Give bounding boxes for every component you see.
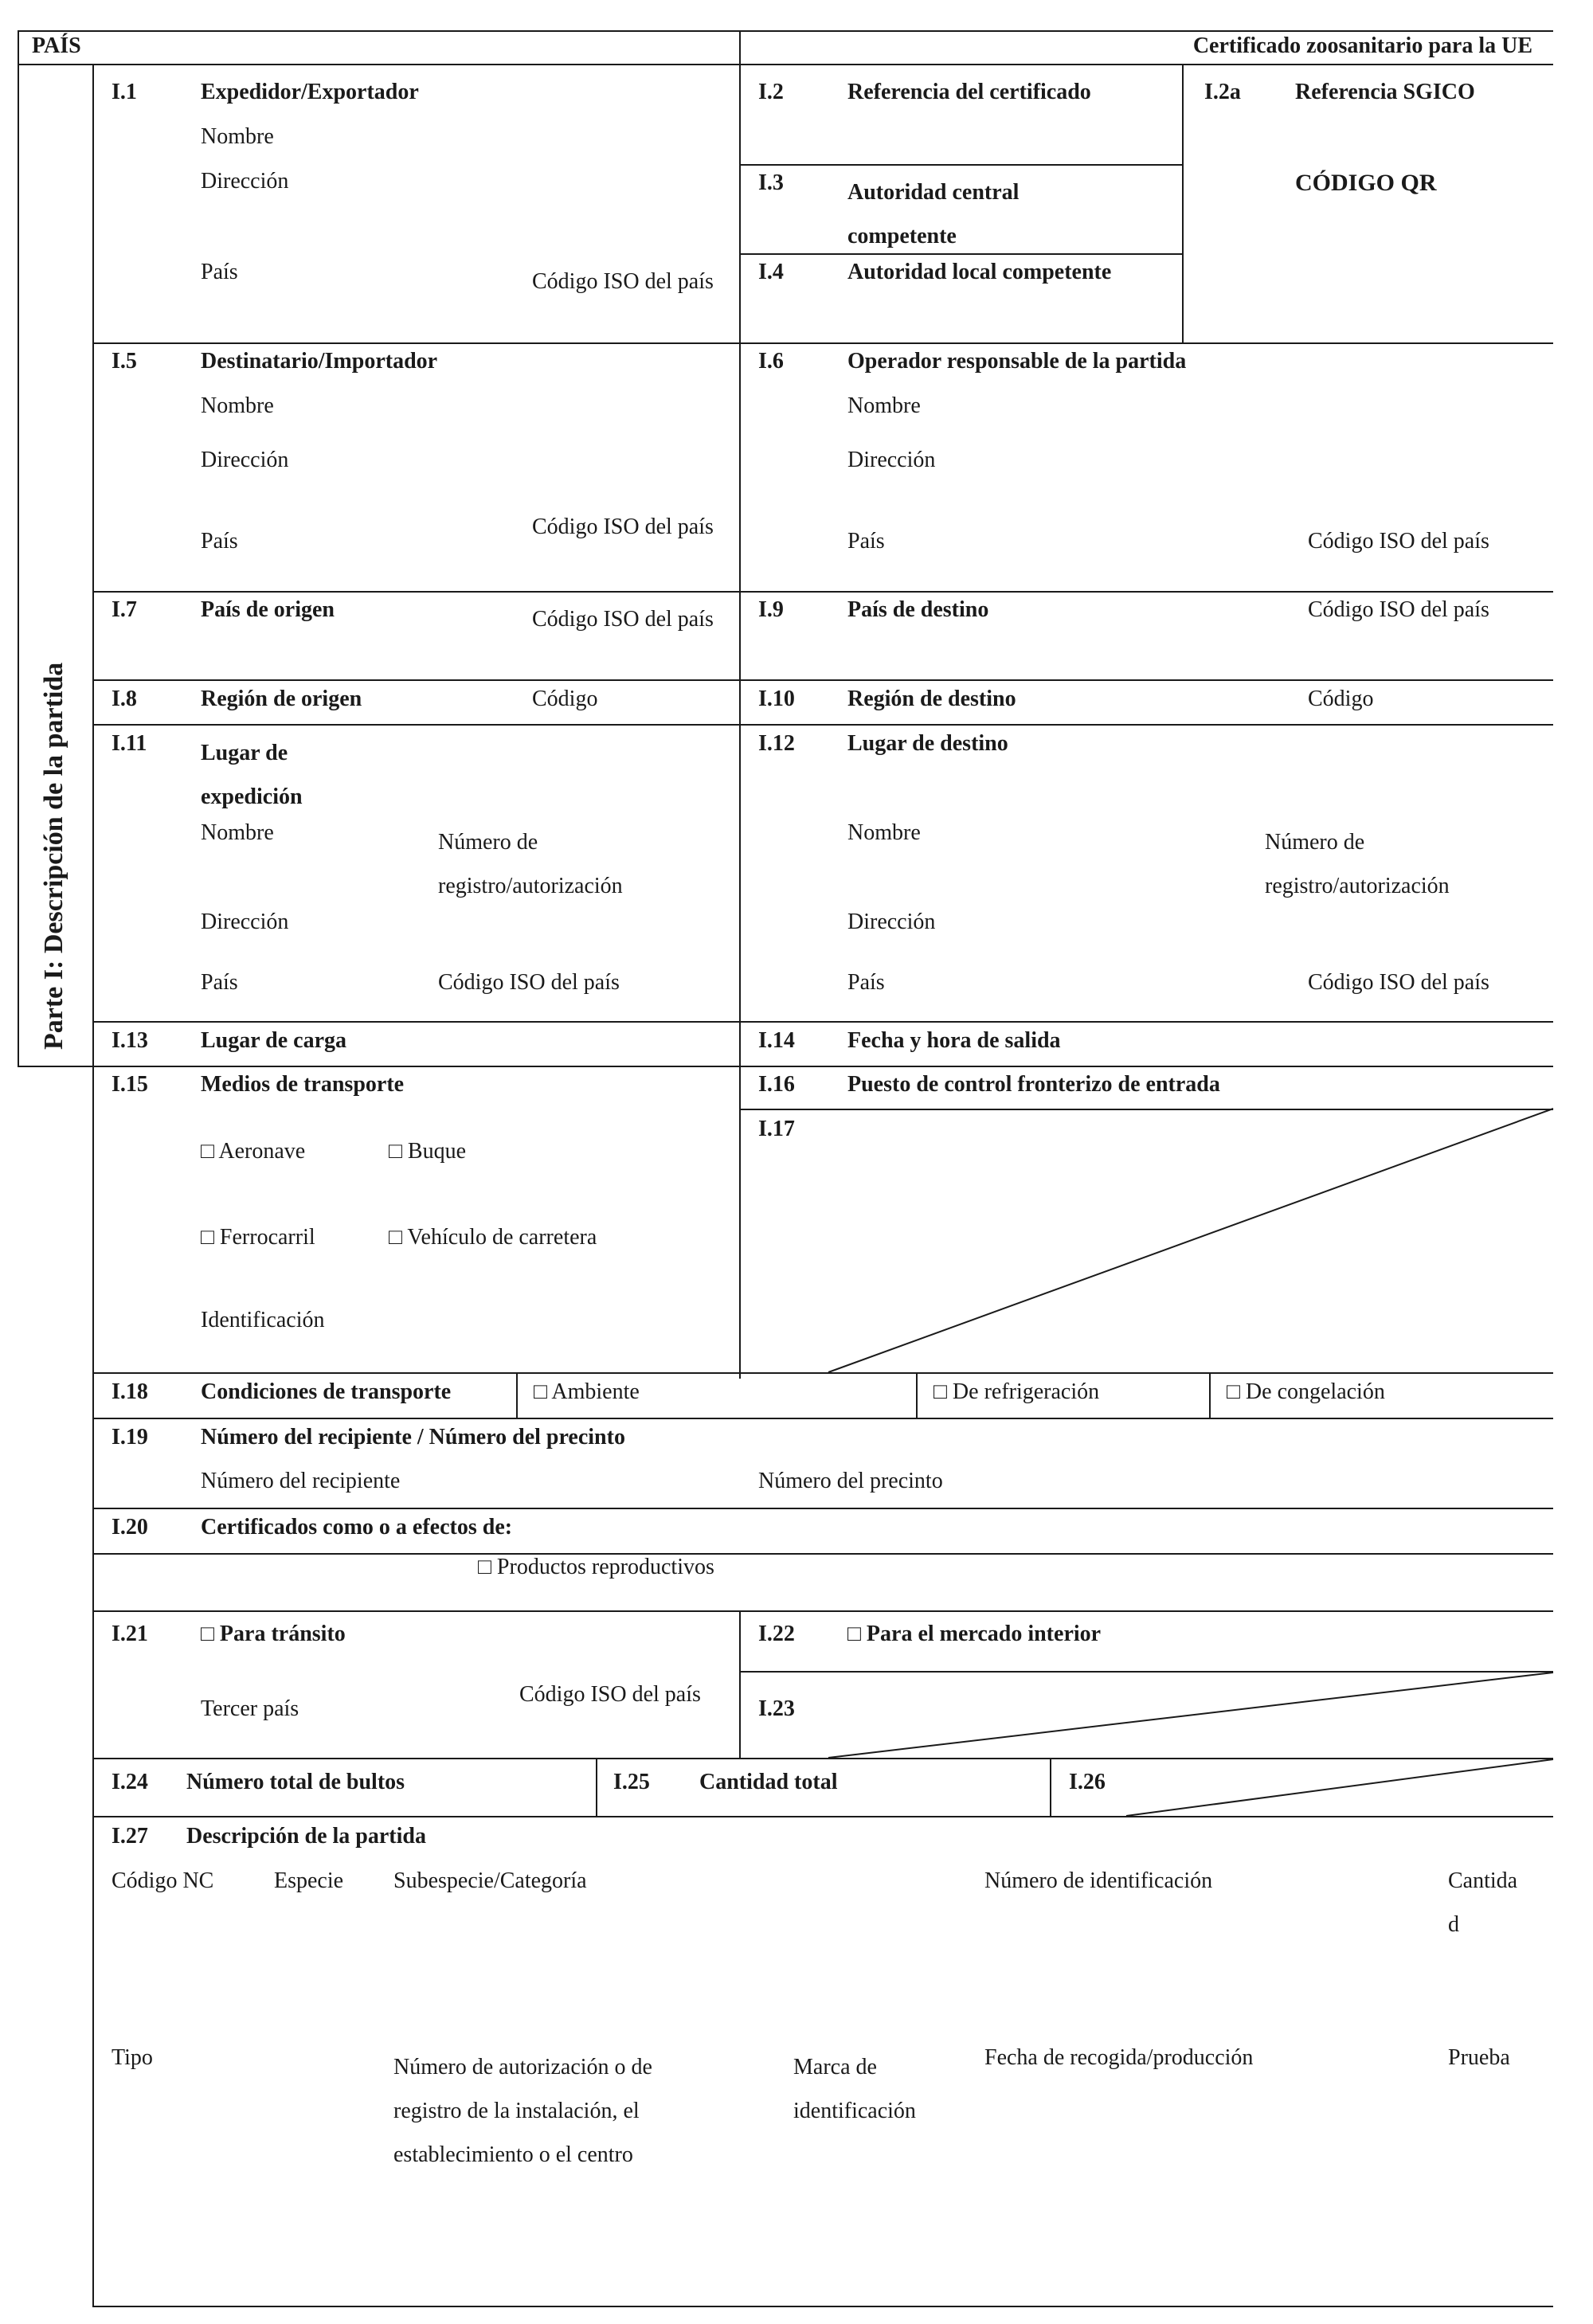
- ship-label: Buque: [407, 1139, 467, 1164]
- i24-number: I.24: [112, 1770, 148, 1794]
- checkbox-reproductive-products[interactable]: [478, 1555, 714, 1580]
- i19-title: Número del recipiente / Número del precinto: [201, 1425, 625, 1450]
- i1-number: I.1: [112, 80, 137, 104]
- i17-number: I.17: [758, 1117, 795, 1141]
- i11-number: I.11: [112, 731, 147, 756]
- i3-number: I.3: [758, 170, 784, 195]
- i10-title: Región de destino: [847, 687, 1016, 711]
- i22-number: I.22: [758, 1622, 795, 1646]
- i23-number: I.23: [758, 1696, 795, 1721]
- i7-iso-label: Código ISO del país: [532, 607, 714, 632]
- i8-title: Región de origen: [201, 687, 362, 711]
- checkbox-icon: □: [389, 1139, 402, 1164]
- i21-iso-label: Código ISO del país: [519, 1682, 701, 1707]
- i21-third-country-label: Tercer país: [201, 1696, 299, 1721]
- i20-title: Certificados como o a efectos de:: [201, 1515, 513, 1540]
- i27-number: I.27: [112, 1824, 148, 1849]
- i21-number: I.21: [112, 1622, 148, 1646]
- i19-container-label: Número del recipiente: [201, 1469, 401, 1493]
- checkbox-icon: □: [389, 1225, 402, 1250]
- i12-country-label: País: [847, 970, 885, 995]
- i11-name-label: Nombre: [201, 820, 274, 845]
- i19-number: I.19: [112, 1425, 148, 1450]
- rule: [739, 1109, 1553, 1110]
- frozen-label: De congelación: [1245, 1379, 1385, 1404]
- col-subspecies: Subespecie/Categoría: [393, 1868, 587, 1893]
- checkbox-ambient[interactable]: [534, 1379, 640, 1405]
- i11-iso-label: Código ISO del país: [438, 970, 620, 995]
- i6-number: I.6: [758, 349, 784, 374]
- i1-address-label: Dirección: [201, 169, 289, 194]
- checkbox-road[interactable]: [389, 1225, 597, 1250]
- i24-title: Número total de bultos: [186, 1770, 405, 1794]
- i25-number: I.25: [613, 1770, 650, 1794]
- i11-country-label: País: [201, 970, 238, 995]
- i3-title: Autoridad central competente: [847, 180, 1020, 248]
- i2a-title: Referencia SGICO: [1295, 80, 1475, 104]
- checkbox-icon: □: [534, 1379, 547, 1404]
- i7-number: I.7: [112, 597, 137, 622]
- i6-address-label: Dirección: [847, 448, 936, 472]
- checkbox-icon: □: [201, 1622, 214, 1646]
- col-quantity-line2: d: [1448, 1912, 1459, 1937]
- ambient-label: Ambiente: [551, 1379, 640, 1404]
- chilled-label: De refrigeración: [952, 1379, 1100, 1404]
- rail-label: Ferrocarril: [219, 1225, 315, 1250]
- checkbox-icon: □: [478, 1555, 491, 1579]
- i6-title: Operador responsable de la partida: [847, 349, 1187, 374]
- i12-name-label: Nombre: [847, 820, 921, 845]
- i5-name-label: Nombre: [201, 393, 274, 418]
- qr-code-placeholder: CÓDIGO QR: [1295, 170, 1437, 196]
- i9-title: País de destino: [847, 597, 989, 622]
- i5-number: I.5: [112, 349, 137, 374]
- i2-title: Referencia del certificado: [847, 80, 1091, 104]
- i12-title: Lugar de destino: [847, 731, 1008, 756]
- i15-number: I.15: [112, 1072, 148, 1097]
- i11-address-label: Dirección: [201, 910, 289, 934]
- i2a-number: I.2a: [1204, 80, 1241, 104]
- i13-title: Lugar de carga: [201, 1028, 347, 1053]
- i19-seal-label: Número del precinto: [758, 1469, 943, 1493]
- col-species: Especie: [274, 1868, 344, 1893]
- internal-market-label: Para el mercado interior: [866, 1622, 1102, 1646]
- col-identification-number: Número de identificación: [984, 1868, 1213, 1893]
- i2-number: I.2: [758, 80, 784, 104]
- i12-number: I.12: [758, 731, 795, 756]
- i15-title: Medios de transporte: [201, 1072, 405, 1097]
- i1-title: Expedidor/Exportador: [201, 80, 419, 104]
- col-cn-code: Código NC: [112, 1868, 214, 1893]
- reproductive-products-label: Productos reproductivos: [496, 1555, 714, 1579]
- i6-name-label: Nombre: [847, 393, 921, 418]
- i18-number: I.18: [112, 1379, 148, 1404]
- checkbox-internal-market[interactable]: [847, 1622, 1101, 1647]
- i9-number: I.9: [758, 597, 784, 622]
- i25-title: Cantidad total: [699, 1770, 838, 1794]
- country-header: PAÍS: [32, 33, 81, 58]
- checkbox-icon: □: [847, 1622, 861, 1646]
- i10-number: I.10: [758, 687, 795, 711]
- checkbox-icon: □: [933, 1379, 947, 1404]
- checkbox-rail[interactable]: [201, 1225, 315, 1250]
- i14-title: Fecha y hora de salida: [847, 1028, 1061, 1053]
- i27-title: Descripción de la partida: [186, 1824, 426, 1849]
- col-quantity-line1: Cantida: [1448, 1868, 1518, 1893]
- checkbox-icon: □: [1227, 1379, 1240, 1404]
- i7-title: País de origen: [201, 597, 335, 622]
- road-label: Vehículo de carretera: [407, 1225, 597, 1250]
- i18-title: Condiciones de transporte: [201, 1379, 452, 1404]
- checkbox-aircraft[interactable]: [201, 1139, 305, 1164]
- col-type: Tipo: [112, 2045, 153, 2070]
- i5-title: Destinatario/Importador: [201, 349, 438, 374]
- col-collection-date: Fecha de recogida/producción: [984, 2045, 1254, 2070]
- i26-number: I.26: [1069, 1770, 1106, 1794]
- checkbox-icon: □: [201, 1139, 214, 1164]
- i10-code-label: Código: [1308, 687, 1374, 711]
- i13-number: I.13: [112, 1028, 148, 1053]
- i16-title: Puesto de control fronterizo de entrada: [847, 1072, 1220, 1097]
- i17-diagonal: [828, 1109, 1553, 1372]
- i12-address-label: Dirección: [847, 910, 936, 934]
- transit-label: Para tránsito: [219, 1622, 346, 1646]
- certificate-title: Certificado zoosanitario para la UE: [1192, 33, 1532, 58]
- i8-number: I.8: [112, 687, 137, 711]
- i11-title: Lugar de expedición: [201, 741, 303, 809]
- i1-country-label: País: [201, 260, 238, 284]
- i15-ident-label: Identificación: [201, 1308, 325, 1332]
- i12-reg-label: Número de registro/autorización: [1265, 830, 1450, 898]
- i8-code-label: Código: [532, 687, 598, 711]
- i11-reg-label: Número de registro/autorización: [438, 830, 623, 898]
- part-title: Parte I: Descripción de la partida: [39, 662, 68, 1050]
- i5-iso-label: Código ISO del país: [532, 514, 714, 539]
- i12-iso-label: Código ISO del país: [1308, 970, 1489, 995]
- i6-iso-label: Código ISO del país: [1308, 529, 1489, 554]
- col-identification-mark: Marca de identificación: [793, 2055, 916, 2123]
- i16-number: I.16: [758, 1072, 795, 1097]
- i20-number: I.20: [112, 1515, 148, 1540]
- col-test: Prueba: [1448, 2045, 1510, 2070]
- checkbox-transit[interactable]: [201, 1622, 346, 1647]
- i14-number: I.14: [758, 1028, 795, 1053]
- i23-diagonal: [828, 1673, 1553, 1758]
- i9-iso-label: Código ISO del país: [1308, 597, 1489, 622]
- i1-name-label: Nombre: [201, 124, 274, 149]
- col-approval-number: Número de autorización o de registro de la instalación, el establecimiento o el centro: [393, 2055, 652, 2167]
- i4-number: I.4: [758, 260, 784, 284]
- i26-diagonal: [1126, 1759, 1553, 1816]
- checkbox-frozen[interactable]: [1227, 1379, 1385, 1405]
- i1-iso-label: Código ISO del país: [532, 269, 714, 294]
- i5-address-label: Dirección: [201, 448, 289, 472]
- checkbox-icon: □: [201, 1225, 214, 1250]
- i4-title: Autoridad local competente: [847, 260, 1112, 284]
- i5-country-label: País: [201, 529, 238, 554]
- aircraft-label: Aeronave: [218, 1139, 306, 1164]
- checkbox-chilled[interactable]: [933, 1379, 1099, 1405]
- checkbox-ship[interactable]: [389, 1139, 466, 1164]
- i6-country-label: País: [847, 529, 885, 554]
